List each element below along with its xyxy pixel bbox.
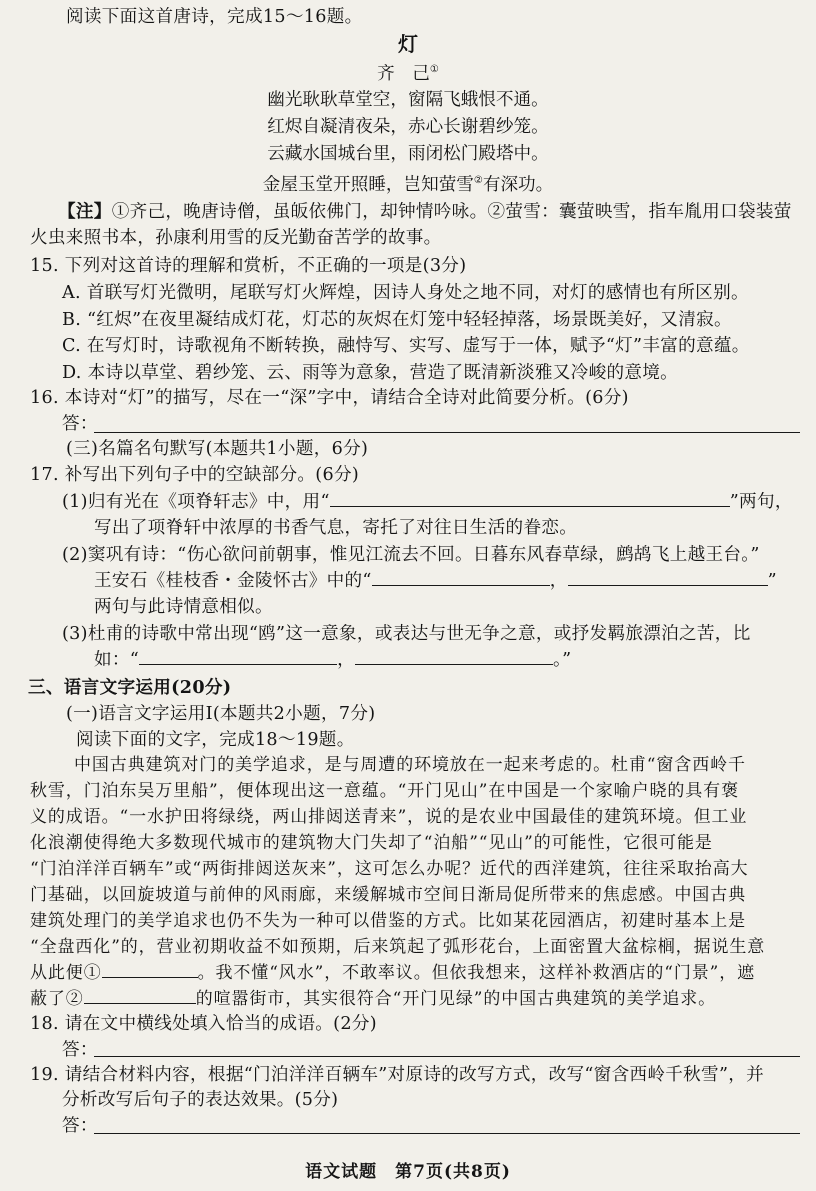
reading-intro: 阅读下面这首唐诗，完成15～16题。	[66, 7, 363, 27]
question-19-stem: 19. 请结合材料内容，根据“门泊洋洋百辆车”对原诗的改写方式，改写“窗含西岭千秋雪”，并	[30, 1065, 765, 1085]
idiom-blank-1[interactable]	[102, 961, 198, 978]
answer-blank[interactable]	[568, 569, 768, 586]
question-17-3-continued: 如：“ ， 。”	[94, 650, 572, 670]
section-3-1-heading: (一)语言文字运用Ⅰ(本题共2小题，7分)	[66, 704, 376, 724]
passage-line: “全盘西化”的，营业初期收益不如预期，后来筑起了弧形花台，上面密置大盆棕榈，据说生意	[30, 937, 766, 957]
poem-line: 金屋玉堂开照睡，岂知萤雪②有深功。	[262, 174, 554, 195]
answer-blank[interactable]	[372, 569, 550, 586]
question-16-stem: 16. 本诗对“灯”的描写，尽在一“深”字中，请结合全诗对此简要分析。(6分)	[30, 388, 629, 408]
poem-title: 灯	[398, 32, 418, 56]
poem-line: 幽光耿耿草堂空，窗隔飞蛾恨不通。	[267, 90, 549, 110]
passage-line-blank-1: 从此便① 。我不懂“风水”，不敢率议。但依我想来，这样补救酒店的“门景”，遮	[30, 963, 756, 983]
passage-line: 中国古典建筑对门的美学追求，是与周遭的环境放在一起来考虑的。杜甫“窗含西岭千	[74, 755, 746, 775]
question-18-answer-label: 答：	[62, 1040, 98, 1060]
poem-note: 【注】①齐己，晚唐诗僧，虽皈依佛门，却钟情吟咏。②萤雪：囊萤映雪，指车胤用口袋装萤	[58, 201, 792, 222]
poem-author: 齐 己①	[377, 63, 439, 84]
section-3-3-heading: (三)名篇名句默写(本题共1小题，6分)	[66, 439, 369, 459]
passage-line-blank-2: 蔽了② 的喧嚣街市，其实很符合“开门见绿”的中国古典建筑的美学追求。	[30, 989, 717, 1009]
question-17-2: (2)窦巩有诗：“伤心欲问前朝事，惟见江流去不回。日暮东风春草绿，鹧鸪飞上越王台。”	[62, 545, 760, 565]
question-15-option-d: D. 本诗以草堂、碧纱笼、云、雨等为意象，营造了既清新淡雅又冷峻的意境。	[62, 363, 679, 383]
question-16-answer-label: 答：	[62, 414, 98, 434]
poem-line: 云藏水国城台里，雨闭松门殿塔中。	[267, 144, 549, 164]
question-18-stem: 18. 请在文中横线处填入恰当的成语。(2分)	[30, 1014, 377, 1034]
question-17-1: (1)归有光在《项脊轩志》中，用“ ”两句，	[62, 492, 793, 512]
answer-blank[interactable]	[139, 648, 337, 665]
poem-note-continued: 火虫来照书本，孙康利用雪的反光勤奋苦学的故事。	[30, 228, 442, 248]
answer-blank[interactable]	[330, 490, 730, 507]
footnote-marker-1: ①	[429, 64, 439, 75]
question-16-answer-line[interactable]	[94, 432, 800, 433]
question-15-option-a: A. 首联写灯光微明，尾联写灯火辉煌，因诗人身处之地不同，对灯的感情也有所区别。	[62, 283, 749, 303]
section-3-heading: 三、语言文字运用(20分)	[28, 677, 232, 698]
question-18-answer-line[interactable]	[94, 1056, 800, 1057]
question-19-stem-continued: 分析改写后句子的表达效果。(5分)	[62, 1090, 339, 1110]
answer-blank[interactable]	[355, 648, 553, 665]
passage-intro: 阅读下面的文字，完成18～19题。	[76, 730, 355, 750]
passage-line: “门泊洋洋百辆车”或“两街排闼送灰来”，这可怎么办呢？近代的西洋建筑，往往采取抬高大	[30, 859, 749, 879]
idiom-blank-2[interactable]	[84, 987, 196, 1004]
question-19-answer-line[interactable]	[94, 1133, 800, 1134]
question-17-3: (3)杜甫的诗歌中常出现“鸥”这一意象，或表达与世无争之意，或抒发羁旅漂泊之苦，比	[62, 624, 751, 644]
question-15-stem: 15. 下列对这首诗的理解和赏析，不正确的一项是(3分)	[30, 256, 467, 276]
page-footer: 语文试题 第7页(共8页)	[305, 1162, 511, 1182]
question-17-1-continued: 写出了项脊轩中浓厚的书香气息，寄托了对往日生活的眷恋。	[94, 518, 578, 538]
question-15-option-b: B. “红烬”在夜里凝结成灯花，灯芯的灰烬在灯笼中轻轻掉落，场景既美好，又清寂。	[62, 310, 732, 330]
question-17-2-end: 两句与此诗情意相似。	[94, 597, 273, 617]
question-17-2-continued: 王安石《桂枝香・金陵怀古》中的“ ， ”	[94, 571, 777, 591]
question-17-stem: 17. 补写出下列句子中的空缺部分。(6分)	[30, 465, 360, 485]
poem-line: 红烬自凝清夜朵，赤心长谢碧纱笼。	[267, 117, 549, 137]
footnote-marker-2: ②	[473, 175, 483, 186]
question-19-answer-label: 答：	[62, 1116, 98, 1136]
passage-line: 门基础，以回旋坡道与前伸的风雨廊，来缓解城市空间日渐局促所带来的焦虑感。中国古典	[30, 885, 746, 905]
question-15-option-c: C. 在写灯时，诗歌视角不断转换，融恃写、实写、虚写于一体，赋予“灯”丰富的意蕴。	[62, 336, 750, 356]
passage-line: 秋雪，门泊东吴万里船”，便体现出这一意蕴。“开门见山”在中国是一个家喻户晓的具有褒	[30, 781, 739, 801]
passage-line: 化浪潮使得绝大多数现代城市的建筑物大门失却了“泊船”“见山”的可能性，它很可能是	[30, 833, 713, 853]
passage-line: 义的成语。“一水护田将绿绕，两山排闼送青来”，说的是农业中国最佳的建筑环境。但工业	[30, 807, 748, 827]
passage-line: 建筑处理门的美学追求也仍不失为一种可以借鉴的方式。比如某花园酒店，初建时基本上是	[30, 911, 746, 931]
